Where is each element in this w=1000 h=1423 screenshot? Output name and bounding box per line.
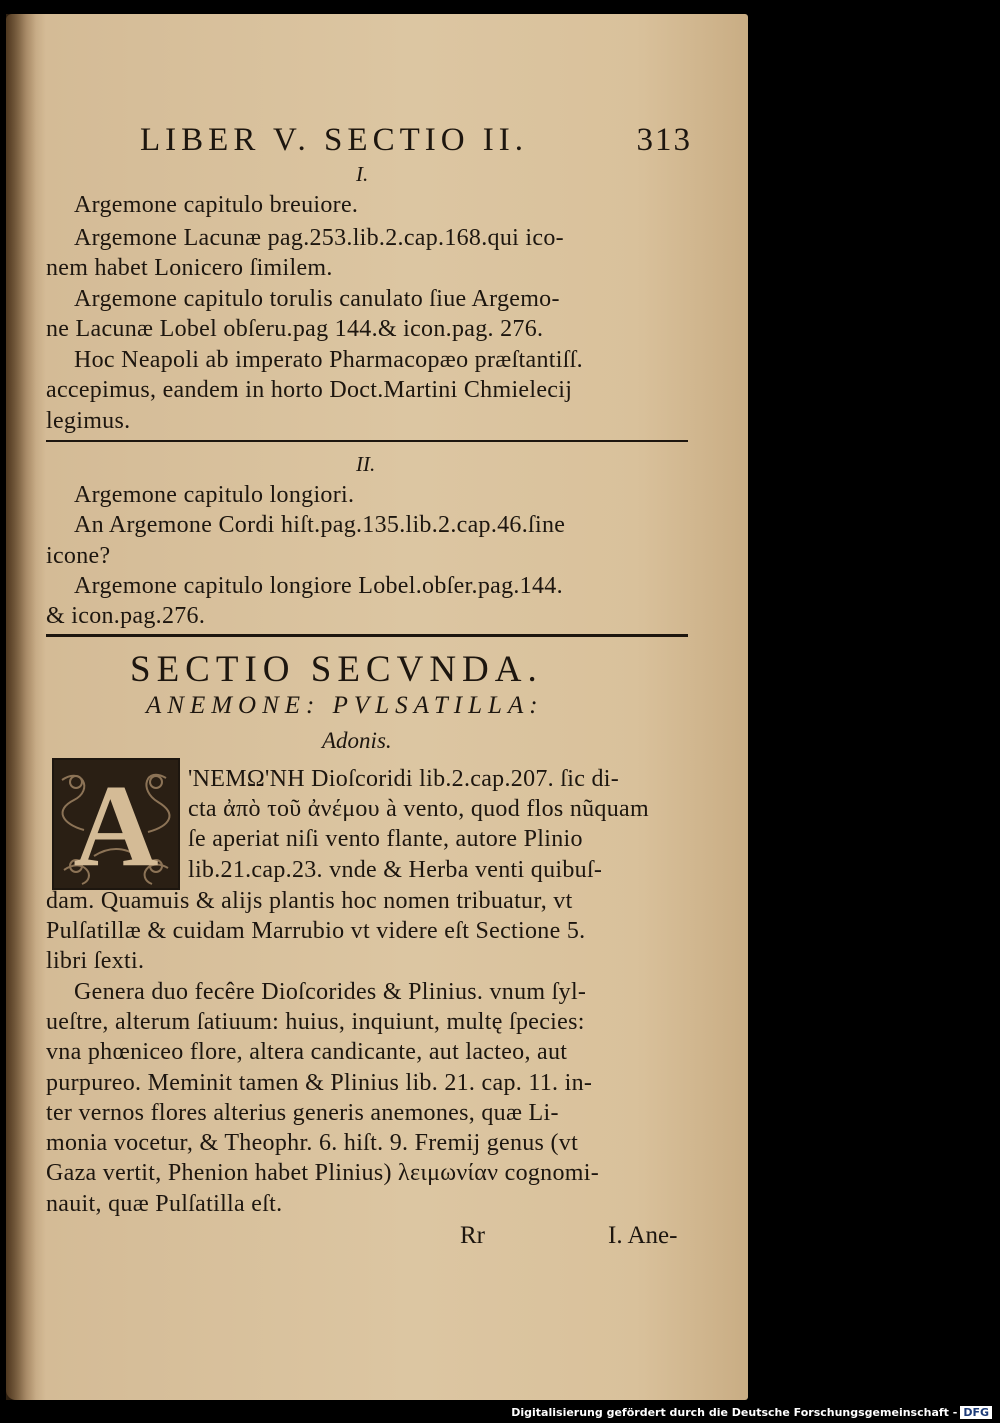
page-spine-shadow — [6, 14, 36, 1400]
divider-rule — [46, 440, 688, 442]
text-line: Argemone Lacunæ pag.253.lib.2.cap.168.qui ico- — [74, 225, 564, 251]
divider-rule — [46, 634, 688, 637]
section-subtitle-adonis: Adonis. — [322, 728, 392, 753]
text-line: 'NEMΩ'NH Dioſcoridi lib.2.cap.207. ſic di- — [188, 766, 620, 792]
text-line: An Argemone Cordi hiſt.pag.135.lib.2.cap.46.ſine — [74, 512, 566, 538]
text-line: Genera duo fecêre Dioſcorides & Plinius. vnum ſyl- — [74, 979, 587, 1005]
section-numeral-2: II. — [356, 452, 376, 476]
text-line: ſe aperiat niſi vento flante, autore Plinio — [188, 826, 583, 852]
text-line: ne Lacunæ Lobel obſeru.pag 144.& icon.pag. 276. — [46, 316, 544, 342]
section-subtitle: ANEMONE: PVLSATILLA: — [146, 692, 544, 719]
text-line: Pulſatillæ & cuidam Marrubio vt videre eſt Sectione 5. — [46, 918, 586, 944]
credit-text: Digitalisierung gefördert durch die Deutsche Forschungsgemeinschaft - — [511, 1406, 958, 1419]
text-line: vna phœniceo flore, altera candicante, aut lacteo, aut — [46, 1039, 568, 1065]
text-line: accepimus, eandem in horto Doct.Martini Chmielecij — [46, 377, 573, 403]
section-title: SECTIO SECVNDA. — [130, 649, 543, 690]
text-line: lib.21.cap.23. vnde & Herba venti quibuſ- — [188, 857, 603, 883]
text-line: Argemone capitulo torulis canulato ſiue Argemo- — [74, 286, 560, 312]
initial-letter: A — [73, 760, 159, 891]
text-line: & icon.pag.276. — [46, 603, 206, 629]
running-header — [140, 122, 700, 166]
text-line: Hoc Neapoli ab imperato Pharmacopæo præſtantiſſ. — [74, 347, 583, 373]
text-line: monia vocetur, & Theophr. 6. hiſt. 9. Fremij genus (vt — [46, 1130, 579, 1156]
text-line: libri ſexti. — [46, 948, 145, 974]
text-line: ueſtre, alterum ſatiuum: huius, inquiunt, multę ſpecies: — [46, 1009, 585, 1035]
text-line: ter vernos flores alterius generis anemones, quæ Li- — [46, 1100, 559, 1126]
catchword: I. Ane- — [608, 1222, 678, 1249]
text-line: nem habet Lonicero ſimilem. — [46, 255, 333, 281]
decorated-initial — [52, 758, 180, 890]
dfg-logo: DFG — [960, 1406, 992, 1419]
running-title: LIBER V. SECTIO II. — [140, 122, 529, 158]
text-line: purpureo. Meminit tamen & Plinius lib. 21. cap. 11. in- — [46, 1070, 593, 1096]
section-numeral-1: I. — [356, 162, 369, 186]
text-line: Gaza vertit, Phenion habet Plinius) λειμωνίαν cognomi- — [46, 1160, 600, 1186]
text-line: legimus. — [46, 408, 131, 434]
text-line: nauit, quæ Pulſatilla eſt. — [46, 1191, 283, 1217]
text-line: dam. Quamuis & alijs plantis hoc nomen tribuatur, vt — [46, 888, 573, 914]
text-line: icone? — [46, 543, 111, 569]
text-line: cta ἀπὸ τοῦ ἀνέμου à vento, quod flos nũquam — [188, 796, 649, 822]
text-line: Argemone capitulo breuiore. — [74, 192, 359, 218]
digitization-credit — [511, 1406, 992, 1419]
text-line: Argemone capitulo longiori. — [74, 482, 355, 508]
signature-mark: Rr — [460, 1222, 485, 1249]
text-line: Argemone capitulo longiore Lobel.obſer.pag.144. — [74, 573, 563, 599]
page-number: 313 — [636, 122, 692, 158]
